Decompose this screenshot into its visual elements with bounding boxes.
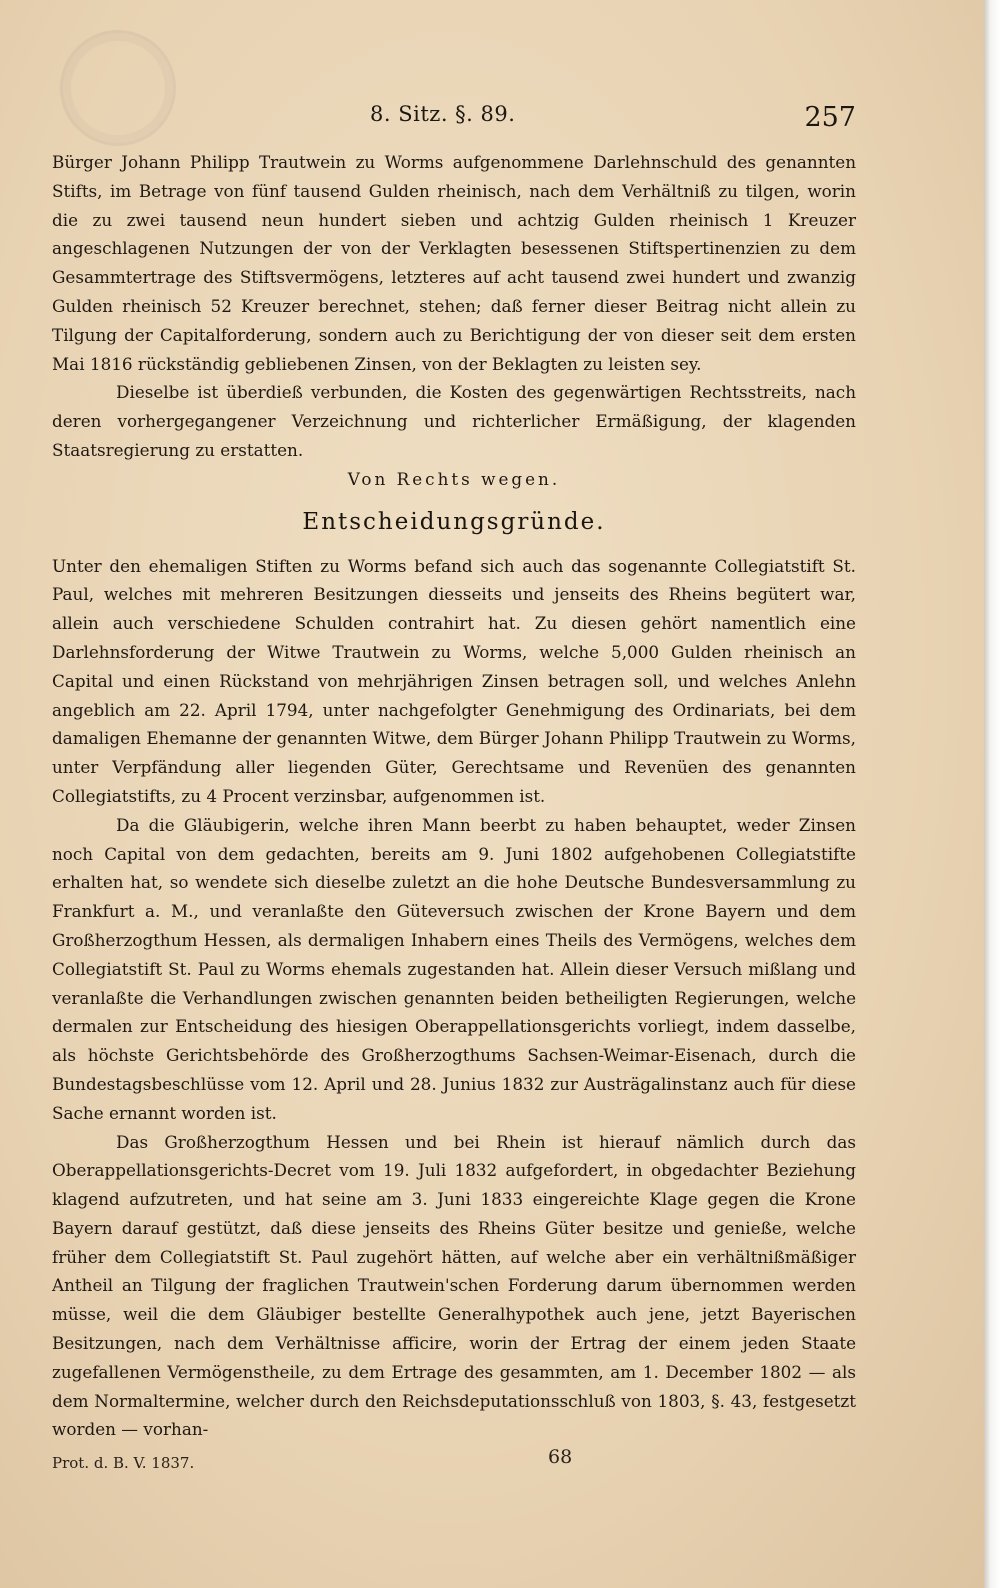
closing-formula: Von Rechts wegen.: [347, 468, 561, 489]
section-reference: 8. Sitz. §. 89.: [370, 102, 516, 126]
section-title: Entscheidungsgründe.: [302, 508, 606, 535]
page-footer: [52, 1446, 856, 1476]
printer-signature: Prot. d. B. V. 1837.: [52, 1454, 195, 1472]
running-header: [52, 102, 856, 138]
paragraph: Dieselbe ist überdieß verbunden, die Kosten des gegenwärtigen Rechtsstreits, nach deren vorhergegangener Verzeichnung und richterlicher Ermäßigung, der klagenden Staatsregierung zu erstatten.: [52, 382, 856, 460]
paragraph: Bürger Johann Philipp Trautwein zu Worms aufgenommene Darlehnschuld des genannten Stifts, im Betrage von fünf tausend Gulden rheinisch, nach dem Verhältniß zu tilgen, worin die zu zwei tausend neun hundert sieben und achtzig Gulden rheinisch 1 Kreuzer angeschlagenen Nutzungen der von der Verklagten besessenen Stiftspertinenzien zu dem Gesammtertrage des Stiftsvermögens, letzteres auf acht tausend zwei hundert und zwanzig Gulden rheinisch 52 Kreuzer berechnet, stehen; daß ferner dieser Beitrag nicht allein zu Tilgung der Capitalforderung, sondern auch zu Berichtigung der von dieser seit dem ersten Mai 1816 rückständig gebliebenen Zinsen, von der Beklagten zu leisten sey.: [52, 152, 856, 374]
page-edge: [984, 0, 1000, 1588]
sheet-number: 68: [548, 1446, 573, 1468]
paragraph: Da die Gläubigerin, welche ihren Mann beerbt zu haben behauptet, weder Zinsen noch Capital von dem gedachten, bereits am 9. Juni 1802 aufgehobenen Collegiatstifte erhalten hat, so wendete sich dieselbe zuletzt an die hohe Deutsche Bundesversammlung zu Frankfurt a. M., und veranlaßte den Güteversuch zwischen der Krone Bayern und dem Großherzogthum Hessen, als dermaligen Inhabern eines Theils des Vermögens, welches dem Collegiatstift St. Paul zu Worms ehemals zugestanden hat. Allein dieser Versuch mißlang und veranlaßte die Verhandlungen zwischen genannten beiden betheiligten Regierungen, welche dermalen zur Entscheidung des hiesigen Oberappellationsgerichts vorliegt, indem dasselbe, als höchste Gerichtsbehörde des Großherzogthums Sachsen-Weimar-Eisenach, durch die Bundestagsbeschlüsse vom 12. April und 28. Junius 1832 zur Austrägalinstanz auch für diese Sache ernannt worden ist.: [52, 814, 856, 1123]
paragraph: Das Großherzogthum Hessen und bei Rhein ist hierauf nämlich durch das Oberappellationsgerichts-Decret vom 19. Juli 1832 aufgefordert, in obgedachter Beziehung klagend aufzutreten, und hat seine am 3. Juni 1833 eingereichte Klage gegen die Krone Bayern darauf gestützt, daß diese jenseits des Rheins Güter besitze und genieße, welche früher dem Collegiatstift St. Paul zugehört hätten, auf welche aber ein verhältnißmäßiger Antheil an Tilgung der fraglichen Trautwein'schen Forderung darum übernommen werden müsse, weil die dem Gläubiger bestellte Generalhypothek auch jene, jetzt Bayerischen Besitzungen, nach dem Verhältnisse afficire, worin der Ertrag der einem jeden Staate zugefallenen Vermögenstheile, zu dem Ertrage des gesammten, am 1. December 1802 — als dem Normaltermine, welcher durch den Reichsdeputationsschluß von 1803, §. 43, festgesetzt worden — vorhan-: [52, 1131, 856, 1440]
paragraph: Unter den ehemaligen Stiften zu Worms befand sich auch das sogenannte Collegiatstift St. Paul, welches mit mehreren Besitzungen diesseits und jenseits des Rheins begütert war, allein auch verschiedene Schulden contrahirt hat. Zu diesen gehört namentlich eine Darlehnsforderung der Witwe Trautwein zu Worms, welche 5,000 Gulden rheinisch an Capital und einen Rückstand von mehrjährigen Zinsen betragen soll, und welches Anlehn angeblich am 22. April 1794, unter nachgefolgter Genehmigung des Ordinariats, bei dem damaligen Ehemanne der genannten Witwe, dem Bürger Johann Philipp Trautwein zu Worms, unter Verpfändung aller liegenden Güter, Gerechtsame und Revenüen des genannten Collegiatstifts, zu 4 Procent verzinsbar, aufgenommen ist.: [52, 555, 856, 806]
page-number: 257: [804, 102, 856, 133]
body-text: [52, 148, 856, 1444]
